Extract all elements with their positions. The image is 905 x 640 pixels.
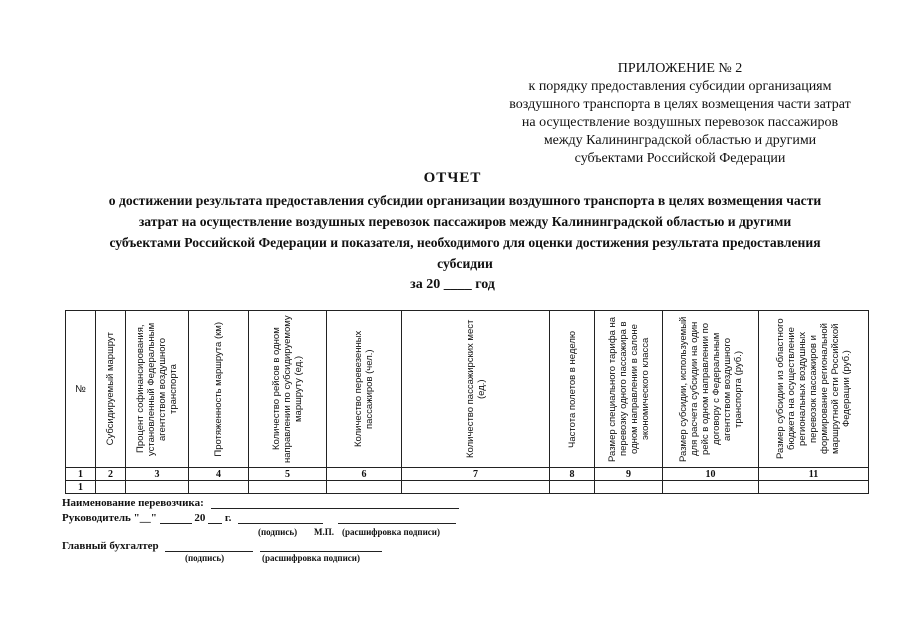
row-number: 1 [66, 481, 96, 494]
carrier-label: Наименование перевозчика: [62, 497, 204, 509]
header-cell [249, 311, 327, 468]
table-cell[interactable] [550, 481, 595, 494]
table-cell[interactable] [249, 481, 327, 494]
header-cell [96, 311, 126, 468]
appendix-line: между Калининградской областью и другими [543, 133, 817, 148]
appendix-line: субъектами Российской Федерации [574, 151, 786, 166]
column-number: 1 [66, 468, 96, 481]
carrier-line [62, 497, 459, 509]
head-signature-field[interactable] [238, 512, 323, 524]
table-cell[interactable] [126, 481, 189, 494]
table-cell[interactable] [402, 481, 550, 494]
header-passengers: Количество перевезенных пассажиров (чел.) [353, 330, 375, 448]
head-caption-stamp: М.П. [314, 527, 334, 537]
column-number: 9 [595, 468, 663, 481]
table-cell[interactable] [663, 481, 759, 494]
header-cell [595, 311, 663, 468]
header-special-tariff: Размер специального тарифа на перевозку одного пассажира в одном направлении в салоне экономического класса [606, 316, 651, 462]
column-number-row [66, 468, 869, 481]
column-number: 2 [96, 468, 126, 481]
header-cell [189, 311, 249, 468]
head-year-prefix: 20 [194, 512, 206, 524]
head-signature-line [62, 512, 456, 524]
header-cell [550, 311, 595, 468]
header-row [66, 311, 869, 468]
carrier-name-field[interactable] [211, 497, 459, 509]
appendix-line: ПРИЛОЖЕНИЕ № 2 [617, 61, 743, 76]
appendix-line: к порядку предоставления субсидии организациям [528, 79, 832, 94]
report-period: за 20 ____ год [410, 277, 495, 292]
head-decode-field[interactable] [338, 512, 456, 524]
accountant-label: Главный бухгалтер [62, 540, 159, 552]
header-cell [327, 311, 402, 468]
accountant-signature-line [62, 540, 382, 552]
report-table [65, 310, 869, 494]
header-subsidy-per-flight: Размер субсидии, используемый для расчета субсидии на один рейс в одном направлении по договору с Федеральным агентством воздушного транспорта (руб.) [677, 316, 744, 462]
subtitle-line: субъектами Российской Федерации и показателя, необходимого для оценки достижения результата предоставления [109, 235, 821, 250]
report-title: ОТЧЕТ [423, 170, 482, 186]
report-subtitle [50, 190, 880, 274]
appendix-line: на осуществление воздушных перевозок пассажиров [521, 115, 839, 130]
appendix-line: воздушного транспорта в целях возмещения части затрат [509, 97, 851, 112]
header-route: Субсидируемый маршрут [105, 332, 116, 446]
header-regional-subsidy: Размер субсидии из областного бюджета на осуществление региональных воздушных перевозок пассажиров и формирование региональной маршрутной сети Российской Федерации (руб.) [775, 318, 852, 460]
subtitle-line: о достижении результата предоставления субсидии организации воздушного транспорта в целях возмещения части [108, 193, 822, 208]
header-cell [663, 311, 759, 468]
table-cell[interactable] [595, 481, 663, 494]
head-month-field[interactable] [160, 512, 192, 524]
accountant-decode-field[interactable] [260, 540, 382, 552]
accountant-caption-sign: (подпись) [185, 553, 225, 563]
column-number: 5 [249, 468, 327, 481]
header-number: № [75, 383, 86, 395]
subtitle-line: субсидии [437, 256, 493, 271]
column-number: 10 [663, 468, 759, 481]
table-row [66, 481, 869, 494]
head-caption-decode: (расшифровка подписи) [342, 527, 440, 537]
column-number: 11 [759, 468, 869, 481]
header-cell [759, 311, 869, 468]
head-label: Руководитель "__" [62, 512, 157, 524]
header-cell [402, 311, 550, 468]
column-number: 7 [402, 468, 550, 481]
header-cell [126, 311, 189, 468]
table-cell[interactable] [189, 481, 249, 494]
head-year-field[interactable] [208, 512, 222, 524]
header-frequency: Частота полетов в неделю [566, 330, 578, 448]
appendix-block [480, 60, 880, 168]
column-number: 6 [327, 468, 402, 481]
header-cell [66, 311, 96, 468]
column-number: 3 [126, 468, 189, 481]
header-flights-count: Количество рейсов в одном направлении по субсидируемому маршруту (ед.) [271, 315, 304, 463]
header-seats: Количество пассажирских мест (ед.) [464, 319, 487, 459]
table-cell[interactable] [327, 481, 402, 494]
subtitle-line: затрат на осуществление воздушных перевозок пассажиров между Калининградской областью и другими [138, 214, 792, 229]
column-number: 8 [550, 468, 595, 481]
header-route-length: Протяженность маршрута (км) [213, 321, 224, 457]
header-cofinancing: Процент софинансирования, установленный Федеральным агентством воздушного транспорта [135, 322, 179, 456]
accountant-caption-decode: (расшифровка подписи) [262, 553, 360, 563]
head-year-suffix: г. [224, 512, 232, 524]
accountant-signature-field[interactable] [165, 540, 253, 552]
table-cell[interactable] [96, 481, 126, 494]
table-cell[interactable] [759, 481, 869, 494]
head-caption-sign: (подпись) [258, 527, 298, 537]
column-number: 4 [189, 468, 249, 481]
